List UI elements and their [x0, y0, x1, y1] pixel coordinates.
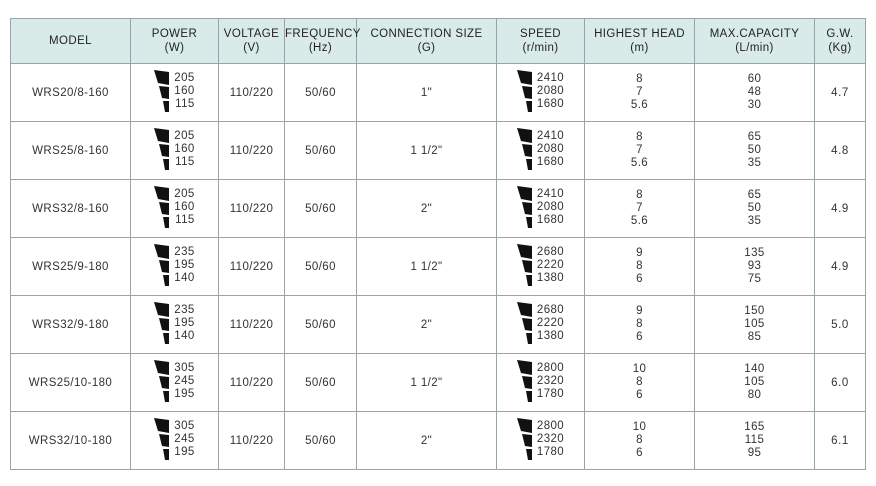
- spec-table-container: [10, 18, 866, 470]
- table-row: [11, 412, 866, 470]
- cell-power: 305 245 195: [131, 412, 219, 470]
- cell-model: WRS25/10-180: [11, 354, 131, 412]
- cell-head: 9 8 6: [585, 238, 695, 296]
- cell-connection: 1 1/2": [357, 122, 497, 180]
- wedge-level-icon: [154, 186, 170, 228]
- cell-capacity: 135 93 75: [695, 238, 815, 296]
- pump-spec-table: [10, 18, 866, 470]
- table-row: [11, 180, 866, 238]
- cell-head: 9 8 6: [585, 296, 695, 354]
- cell-model: WRS32/10-180: [11, 412, 131, 470]
- cell-frequency: 50/60: [285, 122, 357, 180]
- header-frequency: FREQUENCY (Hz): [285, 19, 357, 64]
- cell-power: 235 195 140: [131, 296, 219, 354]
- cell-power: 305 245 195: [131, 354, 219, 412]
- cell-model: WRS32/9-180: [11, 296, 131, 354]
- cell-gw: 6.1: [815, 412, 866, 470]
- cell-power: 235 195 140: [131, 238, 219, 296]
- cell-head: 8 7 5.6: [585, 180, 695, 238]
- cell-frequency: 50/60: [285, 238, 357, 296]
- cell-connection: 2": [357, 412, 497, 470]
- cell-voltage: 110/220: [219, 180, 285, 238]
- header-capacity: MAX.CAPACITY (L/min): [695, 19, 815, 64]
- cell-model: WRS25/8-160: [11, 122, 131, 180]
- cell-gw: 4.8: [815, 122, 866, 180]
- header-row: [11, 19, 866, 64]
- wedge-level-icon: [154, 128, 170, 170]
- cell-capacity: 65 50 35: [695, 122, 815, 180]
- cell-head: 8 7 5.6: [585, 64, 695, 122]
- table-row: [11, 238, 866, 296]
- cell-model: WRS20/8-160: [11, 64, 131, 122]
- header-model: MODEL: [11, 19, 131, 64]
- cell-gw: 6.0: [815, 354, 866, 412]
- table-body: [11, 64, 866, 470]
- cell-voltage: 110/220: [219, 64, 285, 122]
- cell-gw: 4.7: [815, 64, 866, 122]
- cell-connection: 1 1/2": [357, 238, 497, 296]
- header-gw: G.W. (Kg): [815, 19, 866, 64]
- cell-power: 205 160 115: [131, 64, 219, 122]
- cell-speed: 2800 2320 1780: [497, 412, 585, 470]
- cell-speed: 2410 2080 1680: [497, 180, 585, 238]
- wedge-level-icon: [517, 186, 533, 228]
- cell-speed: 2680 2220 1380: [497, 238, 585, 296]
- cell-gw: 4.9: [815, 238, 866, 296]
- cell-capacity: 140 105 80: [695, 354, 815, 412]
- cell-head: 10 8 6: [585, 354, 695, 412]
- cell-frequency: 50/60: [285, 64, 357, 122]
- cell-gw: 4.9: [815, 180, 866, 238]
- wedge-level-icon: [154, 70, 170, 112]
- wedge-level-icon: [154, 302, 170, 344]
- cell-power: 205 160 115: [131, 122, 219, 180]
- cell-frequency: 50/60: [285, 412, 357, 470]
- cell-voltage: 110/220: [219, 354, 285, 412]
- cell-gw: 5.0: [815, 296, 866, 354]
- cell-power: 205 160 115: [131, 180, 219, 238]
- cell-connection: 1 1/2": [357, 354, 497, 412]
- cell-frequency: 50/60: [285, 180, 357, 238]
- cell-frequency: 50/60: [285, 354, 357, 412]
- wedge-level-icon: [517, 70, 533, 112]
- table-row: [11, 354, 866, 412]
- cell-speed: 2410 2080 1680: [497, 122, 585, 180]
- table-row: [11, 64, 866, 122]
- cell-frequency: 50/60: [285, 296, 357, 354]
- cell-capacity: 65 50 35: [695, 180, 815, 238]
- cell-connection: 1": [357, 64, 497, 122]
- cell-capacity: 60 48 30: [695, 64, 815, 122]
- cell-capacity: 165 115 95: [695, 412, 815, 470]
- table-row: [11, 296, 866, 354]
- cell-head: 8 7 5.6: [585, 122, 695, 180]
- header-connection: CONNECTION SIZE (G): [357, 19, 497, 64]
- cell-capacity: 150 105 85: [695, 296, 815, 354]
- wedge-level-icon: [517, 418, 533, 460]
- cell-voltage: 110/220: [219, 412, 285, 470]
- cell-speed: 2800 2320 1780: [497, 354, 585, 412]
- cell-connection: 2": [357, 296, 497, 354]
- header-voltage: VOLTAGE (V): [219, 19, 285, 64]
- cell-speed: 2410 2080 1680: [497, 64, 585, 122]
- header-power: POWER (W): [131, 19, 219, 64]
- wedge-level-icon: [517, 244, 533, 286]
- wedge-level-icon: [154, 244, 170, 286]
- header-speed: SPEED (r/min): [497, 19, 585, 64]
- cell-voltage: 110/220: [219, 296, 285, 354]
- table-row: [11, 122, 866, 180]
- wedge-level-icon: [154, 418, 170, 460]
- header-head: HIGHEST HEAD (m): [585, 19, 695, 64]
- cell-voltage: 110/220: [219, 122, 285, 180]
- wedge-level-icon: [517, 360, 533, 402]
- cell-connection: 2": [357, 180, 497, 238]
- cell-model: WRS25/9-180: [11, 238, 131, 296]
- cell-speed: 2680 2220 1380: [497, 296, 585, 354]
- cell-voltage: 110/220: [219, 238, 285, 296]
- wedge-level-icon: [154, 360, 170, 402]
- wedge-level-icon: [517, 302, 533, 344]
- cell-model: WRS32/8-160: [11, 180, 131, 238]
- wedge-level-icon: [517, 128, 533, 170]
- cell-head: 10 8 6: [585, 412, 695, 470]
